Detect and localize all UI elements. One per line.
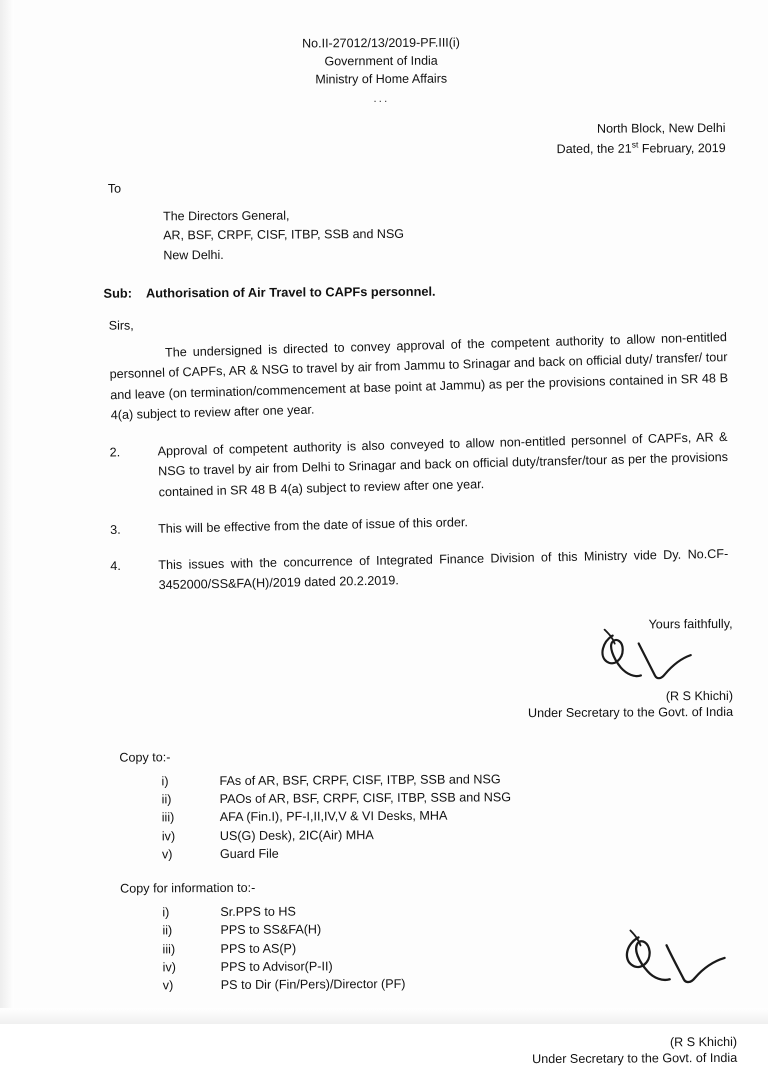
paragraph-3-text: This will be effective from the date of issue of this order.: [157, 514, 469, 536]
list-item-number: i): [161, 774, 169, 789]
paragraph-2-text: Approval of competent authority is also conveyed to allow non-entitled personnel of CAPFs, AR & NSG to travel by air from Delhi to Srinagar and back on official duty/transfer/tour as per the provisions contained in SR 48 B 4(a) subject to review after one year.: [157, 429, 729, 499]
subject-block: [0, 282, 767, 302]
list-item-number: ii): [161, 792, 172, 807]
salutation: Sirs,: [108, 318, 134, 333]
list-item-text: AFA (Fin.I), PF-I,II,IV,V & VI Desks, MHA: [219, 809, 448, 825]
place-line: North Block, New Delhi: [596, 120, 726, 136]
footer-signatory-designation: Under Secretary to the Govt. of India: [532, 1051, 738, 1067]
subject-text: Authorisation of Air Travel to CAPFs personnel.: [145, 283, 436, 301]
list-item-number: iv): [161, 828, 176, 844]
list-item-text: US(G) Desk), 2IC(Air) MHA: [219, 827, 374, 843]
list-item-number: iv): [162, 960, 176, 975]
list-item-number: iii): [162, 941, 176, 957]
list-item-text: Guard File: [219, 846, 279, 861]
file-number: No.II-27012/13/2019-PF.III(i): [302, 35, 460, 51]
addressee-line-1: The Directors General,: [163, 208, 290, 224]
paragraph-1: The undersigned is directed to convey approval of the competent authority to allow non-entitled personnel of CAPFs, AR & NSG to travel by air from Jammu to Srinagar and back on official duty/ transfer/ tour and leave (on termination/commencement at base point at Jammu) as per the provisions contained in SR 48 B 4(a) subject to review after one year.: [109, 330, 729, 423]
list-item-text: PPS to SS&FA(H): [220, 922, 322, 938]
paragraph-3: [0, 505, 768, 542]
list-item-number: v): [162, 978, 174, 993]
list-item-text: PPS to Advisor(P-II): [220, 959, 333, 974]
place-date-block: [0, 117, 766, 162]
list-item-number: iii): [161, 810, 175, 825]
letterhead: [0, 0, 765, 110]
footer-signatory-name: (R S Khichi): [669, 1035, 738, 1050]
list-item-text: FAs of AR, BSF, CRPF, CISF, ITBP, SSB and NSG: [219, 772, 501, 788]
copy-for-information-label: Copy for information to:-: [120, 880, 256, 896]
copy-to-label: Copy to:-: [119, 750, 171, 765]
signature-area: [1, 631, 768, 694]
date-suffix: February, 2019: [638, 140, 726, 156]
list-item-text: PAOs of AR, BSF, CRPF, CISF, ITBP, SSB and NSG: [219, 790, 512, 807]
list-item: [162, 842, 768, 864]
addressee-block: [0, 204, 766, 267]
paragraph-3-number: 3.: [109, 522, 121, 537]
subject-label: Sub:: [103, 285, 133, 301]
date-ordinal-suffix: st: [631, 139, 639, 150]
list-item-text: PPS to AS(P): [220, 941, 297, 956]
paragraph-4-number: 4.: [110, 559, 121, 574]
government-name: Government of India: [324, 53, 438, 69]
list-item-number: ii): [162, 923, 173, 938]
date-line: [0, 138, 726, 163]
list-item-number: i): [162, 905, 170, 920]
date-prefix: Dated, the 21: [556, 141, 632, 156]
signatory-name: (R S Khichi): [665, 688, 734, 704]
paragraph-4: [0, 543, 768, 599]
paragraph-4-text: This issues with the concurrence of Integrated Finance Division of this Ministry vide Dy. No.CF-3452000/SS&FA(H)/2019 dated 20.2.2019.: [158, 546, 729, 593]
handwritten-signature-icon: [604, 927, 734, 990]
signatory-designation: Under Secretary to the Govt. of India: [527, 704, 734, 721]
to-label: To: [107, 181, 122, 196]
header-dots: ...: [373, 91, 390, 106]
addressee-line-2: AR, BSF, CRPF, CISF, ITBP, SSB and NSG: [163, 227, 405, 243]
paragraph-2: [0, 426, 768, 507]
list-item-text: Sr.PPS to HS: [220, 904, 296, 920]
page-bottom-edge-shadow: [0, 1008, 768, 1024]
addressee-line-3: New Delhi.: [163, 247, 224, 263]
paragraph-2-number: 2.: [109, 444, 121, 460]
closing-line: Yours faithfully,: [648, 616, 733, 632]
list-item-text: PS to Dir (Fin/Pers)/Director (PF): [220, 977, 406, 993]
list-item-number: v): [161, 847, 173, 862]
copy-to-list: [1, 769, 768, 865]
ministry-name: Ministry of Home Affairs: [315, 71, 448, 87]
handwritten-signature-icon: [583, 627, 703, 686]
